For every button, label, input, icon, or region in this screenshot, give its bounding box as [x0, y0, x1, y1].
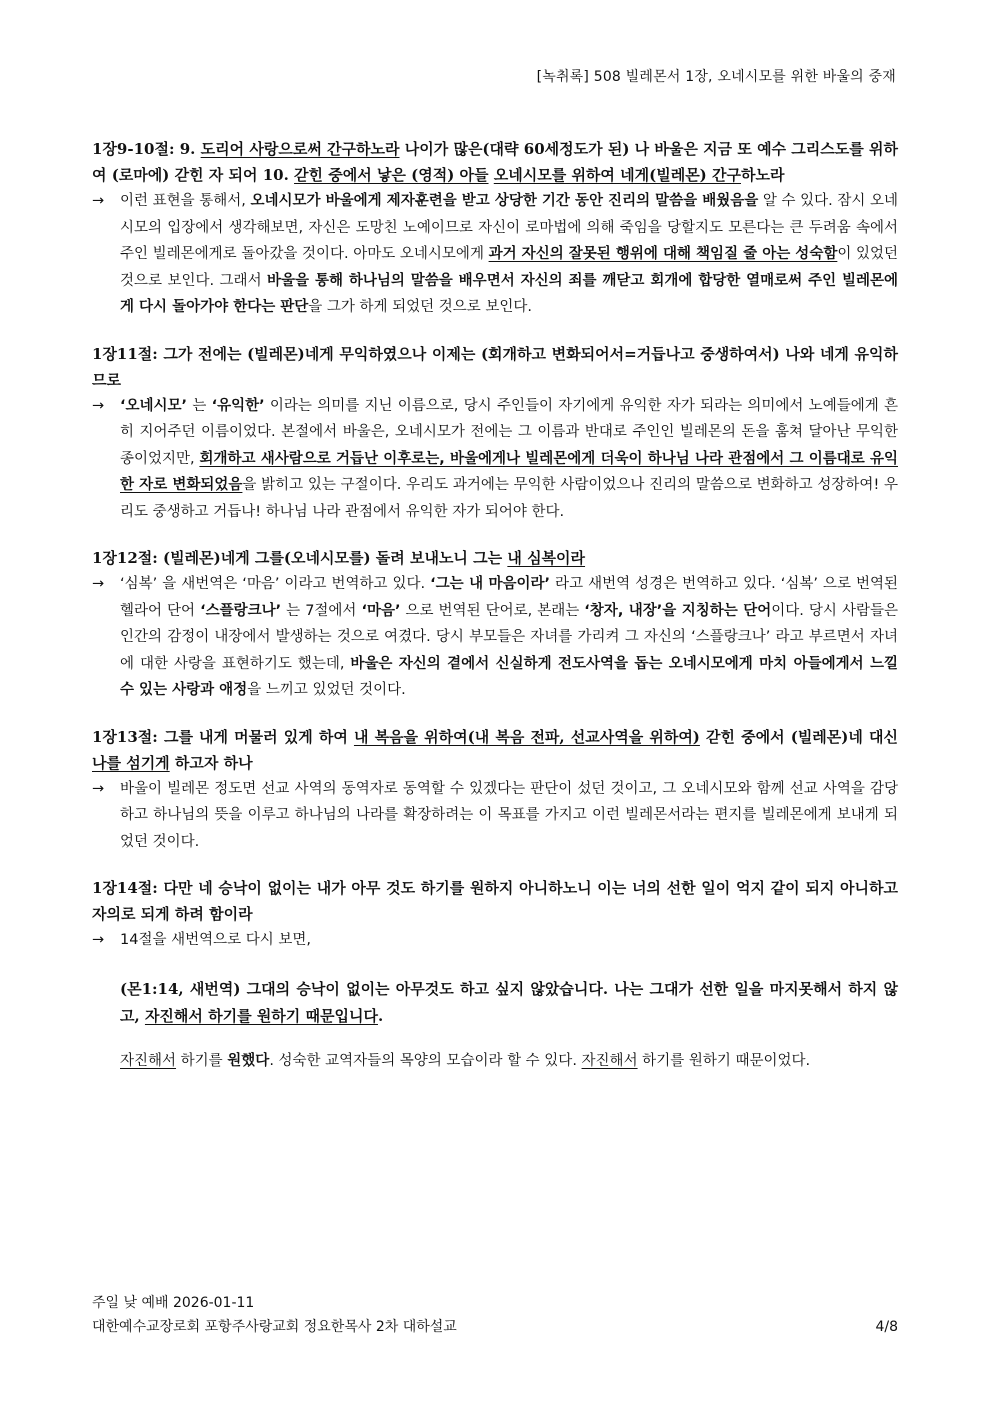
text-run: 14절을 새번역으로 다시 보면,: [120, 932, 311, 948]
verse-section: [92, 136, 898, 321]
commentary-note: [92, 776, 898, 856]
text-run: 1장14절: 다만 네 승낙이 없이는 내가 아무 것도 하기를 원하지 아니하노니 이는 너의 선한 일이 억지 같이 되지 아니하고 자의로 되게 하려 함이라: [92, 879, 898, 923]
text-run: ‘그는 내 마음이라’: [430, 576, 551, 592]
arrow-icon: →: [92, 576, 105, 592]
commentary-note: [92, 571, 898, 704]
text-run: 는 7절에서: [281, 602, 362, 619]
arrow-icon: →: [92, 932, 105, 948]
text-run: ‘창자, 내장’을 지칭하는 단어: [584, 602, 772, 619]
text-run: 이다. 당시 사람들은 인간의 감정이 내장에서 발생하는 것으로 여겼다. 당시 부모들은 자녀를 가리켜 그 자신의 ‘스플랑크나’ 라고 부르면서 자녀에 대한 사랑을 표현하기도 했는데,: [120, 602, 898, 672]
verse-section: [92, 724, 898, 856]
text-run: 회개하고 새사람으로 거듭난 이후로는, 바울에게나 빌레몬에게 더욱이 하나님 나라 관점에서 그 이름대로 유익한 자로 변화되었음: [120, 450, 898, 493]
commentary-note: [92, 393, 898, 526]
text-run: 을 그가 하게 되었던 것으로 보인다.: [308, 299, 533, 315]
page-header: [녹취록] 508 빌레몬서 1장, 오네시모를 위한 바울의 중재: [536, 69, 896, 85]
commentary-note: [92, 188, 898, 321]
text-run: 을 느끼고 있었던 것이다.: [247, 682, 406, 698]
text-run: 바울은 자신의 곁에서 신실하게 전도사역을 돕는 오네시모에게 마치 아들에게서 느낄 수 있는 사랑과 애정: [120, 655, 898, 698]
verse-text: [92, 136, 898, 188]
text-run: 1장12절: (빌레몬)네게 그를(오네시모를) 돌려 보내노니 그는: [92, 549, 508, 567]
text-run: 이제는 (회개하고 변화되어서=거듭나고 중생하여서) 나와 네게 유익하므로: [92, 344, 898, 389]
text-run: 을 밝히고 있는 구절이다. 우리도 과거에는 무익한 사람이었으나 진리의 말씀으로 변화하고 성장하여! 우리도 중생하고 거듭나! 하나님 나라 관점에서 유익한 자가 되어야 한다.: [120, 477, 898, 520]
text-run: 라고 새번역 성경은 번역하고 있다. ‘심복’ 으로 번역된 헬라어 단어: [120, 576, 898, 619]
text-run: 이런 표현을 통해서,: [120, 193, 251, 209]
quote-block: [92, 976, 898, 1030]
text-run: 바울이 빌레몬 정도면 선교 사역의 동역자로 동역할 수 있겠다는 판단이 섰던 것이고, 그 오네시모와 함께 선교 사역을 감당하고 하나님의 뜻을 이루고 하나님의 나라를 확장하려는 이 목표를 가지고 이런 빌레몬서라는 편지를 빌레몬에게 보내게 되었던 것이다.: [120, 780, 898, 850]
text-run: 원했다: [227, 1052, 270, 1069]
text-run: 갇힌 중에서 (빌레몬)네 대신: [699, 727, 898, 746]
commentary-note: [92, 927, 898, 954]
verse-text: [92, 341, 898, 393]
arrow-icon: →: [92, 397, 105, 414]
text-run: 하기를 원하기 때문이었다.: [637, 1052, 811, 1069]
text-run: 1장9-10절: 9.: [92, 140, 201, 158]
page-footer: [92, 1291, 898, 1339]
text-run: ‘오네시모’: [120, 397, 188, 414]
document-body: [92, 136, 898, 1075]
text-run: 오네시모가 바울에게 제자훈련을 받고 상당한 기간 동안 진리의 말씀을 배웠음을: [250, 193, 759, 209]
text-run: 하노라: [740, 166, 785, 184]
text-run: 1장13절: 그를 내게 머물러 있게 하여: [92, 727, 354, 746]
verse-section: [92, 341, 898, 526]
text-run: ‘유익한’: [211, 397, 265, 414]
page-number: 4/8: [875, 1319, 898, 1335]
sections-container: [92, 136, 898, 954]
text-run: 자진해서: [581, 1052, 638, 1069]
text-run: 오네시모를 위하여 네게(빌레몬) 간구: [493, 166, 741, 184]
verse-text: [92, 545, 898, 571]
text-run: ‘심복’ 을 새번역은 ‘마음’ 이라고 번역하고 있다.: [120, 576, 431, 592]
text-run: 도리어 사랑으로써 간구하노라: [200, 140, 400, 158]
text-run: 1장11절: 그가 전에는 (빌레몬)네게 무익하였으나: [92, 344, 432, 363]
verse-text: [92, 724, 898, 776]
text-run: 하기를: [176, 1052, 228, 1069]
text-run: 하고자 하나: [169, 753, 253, 772]
text-run: 자진해서 하기를 원하기 때문입니다: [144, 1006, 378, 1025]
text-run: 나를 섬기게: [92, 753, 170, 772]
text-run: 과거 자신의 잘못된 행위에 대해 책임질 줄 아는 성숙함: [488, 246, 838, 262]
verse-section: [92, 875, 898, 954]
text-run: 갇힌 중에서 낳은 (영적) 아들: [294, 166, 489, 184]
footer-church: 대한예수교장로회 포항주사랑교회 정요한목사 2차 대하설교: [92, 1319, 457, 1335]
text-run: . 성숙한 교역자들의 목양의 모습이라 할 수 있다.: [269, 1052, 582, 1069]
text-run: 는: [187, 397, 212, 414]
text-run: ‘마음’: [361, 602, 401, 619]
closing-paragraph: [92, 1048, 898, 1075]
text-run: 으로 번역된 단어로, 본래는: [400, 602, 585, 619]
verse-text: [92, 875, 898, 927]
text-run: 자진해서: [120, 1052, 177, 1069]
text-run: 내 복음을 위하여(내 복음 전파, 선교사역을 위하여): [353, 727, 700, 746]
text-run: 나이가 많은(대략 60세정도가 된) 나 바울은 지금 또 예수 그리스도를 위하여 (로마에) 갇힌 자 되어 10.: [92, 140, 898, 184]
text-run: 바울을 통해 하나님의 말씀을 배우면서 자신의 죄를 깨닫고 회개에 합당한 열매로써 주인 빌레몬에게 다시 돌아가야 한다는 판단: [120, 272, 898, 315]
arrow-icon: →: [92, 193, 105, 209]
verse-section: [92, 545, 898, 704]
text-run: 내 심복이라: [507, 549, 586, 567]
text-run: (몬1:14, 새번역) 그대의 승낙이 없이는 아무것도 하고 싶지 않았습니다. 나는 그대가 선한 일을 마지못해서 하지 않고,: [120, 979, 898, 1025]
footer-service: 주일 낮 예배 2026-01-11: [92, 1295, 255, 1311]
text-run: ‘스플랑크나’: [200, 602, 282, 619]
text-run: 알 수 있다. 잠시 오네시모의 입장에서 생각해보면, 자신은 도망친 노예이므로 자신이 로마법에 의해 죽임을 당할지도 모른다는 큰 두려움 속에서 주인 빌레몬에게로 돌아갔을 것이다. 아마도 오네시모에게: [120, 193, 898, 262]
text-run: .: [377, 1006, 384, 1025]
arrow-icon: →: [92, 780, 105, 797]
text-run: 이라는 의미를 지닌 이름으로, 당시 주인들이 자기에게 유익한 자가 되라는 의미에서 노예들에게 흔히 지어주던 이름이었다. 본절에서 바울은, 오네시모가 전에는 그 이름과 반대로 주인인 빌레몬의 돈을 훔쳐 달아난 무익한 종이었지만,: [120, 397, 898, 467]
text-run: 이 있었던 것으로 보인다. 그래서: [120, 246, 899, 289]
